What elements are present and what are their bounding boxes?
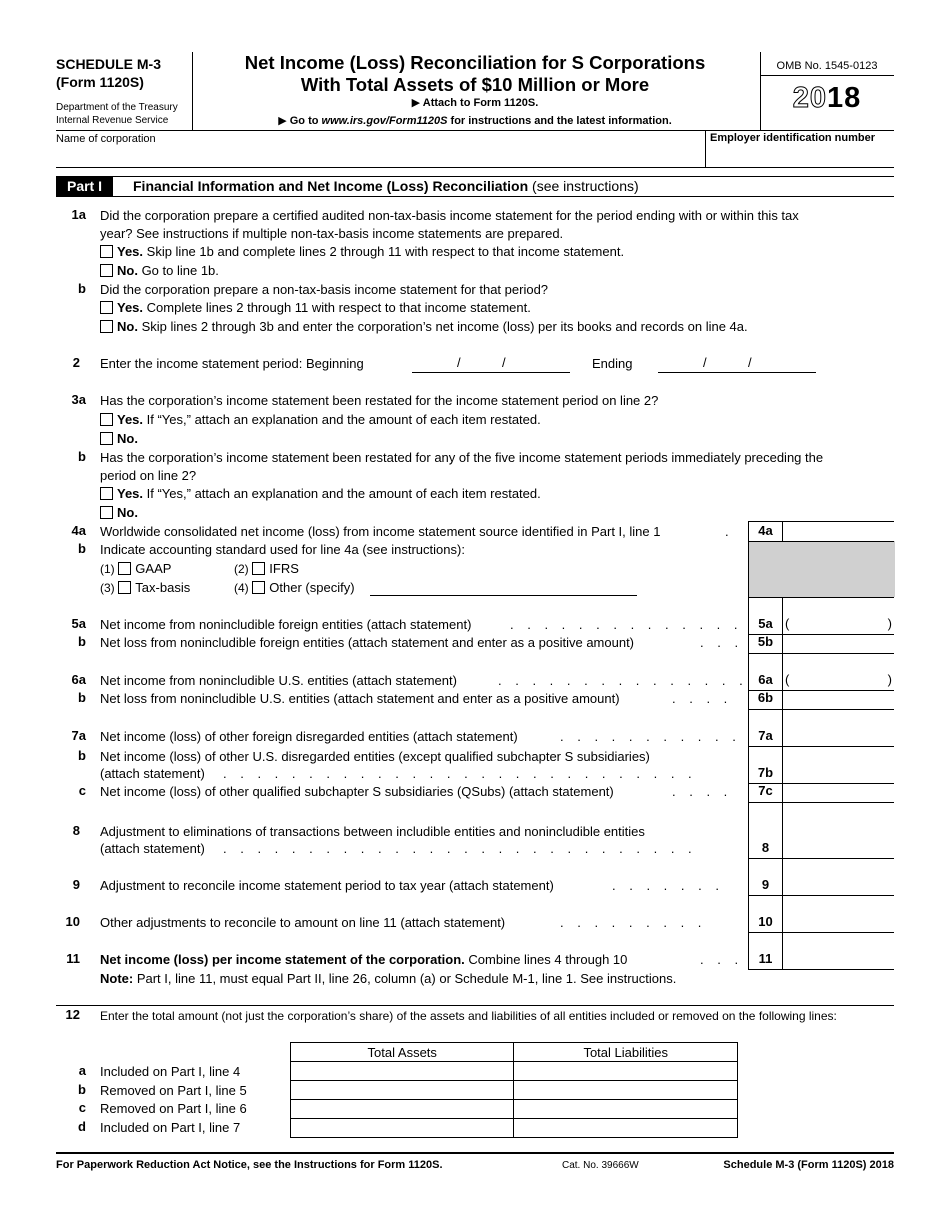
line-1a-yes[interactable]: Yes. Skip line 1b and complete lines 2 through 11 with respect to that income statement.: [100, 243, 624, 261]
line-3b-no-checkbox[interactable]: [100, 506, 113, 519]
line-6b-text: Net loss from nonincludible U.S. entities (attach statement and enter as a positive amount) . . . .: [100, 691, 733, 706]
line-7b-box-label: 7b: [757, 765, 774, 780]
ein-label: Employer identification number: [710, 132, 876, 144]
line-1b-yes-checkbox[interactable]: [100, 301, 113, 314]
line-1a-no-checkbox[interactable]: [100, 264, 113, 277]
line-4b-tax-basis[interactable]: (3) Tax-basis: [100, 580, 191, 595]
line-12d-label: Included on Part I, line 7: [100, 1120, 241, 1135]
catalog-number: Cat. No. 39666W: [562, 1160, 639, 1171]
line-5b-box-label: 5b: [757, 634, 774, 649]
line-8-number: 8: [72, 823, 80, 838]
line-8-text-cont: (attach statement) . . . . . . . . . . . . . . . . . . . . . . . . . . . .: [100, 841, 697, 856]
line-8-box-label: 8: [761, 840, 770, 855]
line-12a-letter: a: [78, 1063, 86, 1078]
line-11-text: Net income (loss) per income statement of the corporation. Combine lines 4 through 10 . . .: [100, 952, 744, 967]
line-12d-assets[interactable]: [291, 1119, 514, 1138]
line-1a-no[interactable]: No. Go to line 1b.: [100, 262, 219, 280]
line-12b-letter: b: [78, 1082, 86, 1097]
line-12d-liabilities[interactable]: [514, 1119, 738, 1138]
line-5a-number: 5a: [71, 616, 86, 631]
line-3b-number: b: [78, 449, 86, 464]
line-7b-amount[interactable]: [783, 765, 894, 783]
line-7b-text-cont: (attach statement) . . . . . . . . . . . . . . . . . . . . . . . . . . . .: [100, 766, 697, 781]
line-7a-box-label: 7a: [758, 728, 773, 743]
line-4b-other-specify-field[interactable]: [370, 579, 637, 596]
line-3a-no-checkbox[interactable]: [100, 432, 113, 445]
line-9-number: 9: [72, 877, 80, 892]
line-10-number: 10: [65, 914, 80, 929]
line-1a-text: Did the corporation prepare a certified audited non-tax-basis income statement for the period ending with or within this tax: [100, 208, 799, 223]
line-1a-number: 1a: [71, 207, 86, 222]
paperwork-notice: For Paperwork Reduction Act Notice, see the Instructions for Form 1120S.: [56, 1159, 443, 1171]
line-12c-letter: c: [78, 1100, 86, 1115]
omb-number: OMB No. 1545-0123: [776, 60, 878, 72]
line-2-ending-label: Ending: [592, 356, 633, 371]
line-4a-amount[interactable]: [783, 522, 894, 541]
line-5b-text: Net loss from nonincludible foreign entities (attach statement and enter as a positive amount) . . .: [100, 635, 744, 650]
line-11-note: Note: Part I, line 11, must equal Part II, line 26, column (a) or Schedule M-1, line 1. See instructions.: [100, 971, 677, 986]
assets-liabilities-table: [290, 1042, 738, 1138]
line-7a-amount[interactable]: [783, 728, 894, 746]
line-6b-amount[interactable]: [783, 691, 894, 709]
line-12a-assets[interactable]: [291, 1062, 514, 1081]
line-6a-box-label: 6a: [758, 672, 773, 687]
line-10-amount[interactable]: [783, 914, 894, 932]
line-7c-number: c: [78, 783, 86, 798]
line-3b-text: Has the corporation’s income statement been restated for any of the five income statement periods immediately preceding the: [100, 450, 824, 465]
line-4b-number: b: [78, 541, 86, 556]
line-12a-label: Included on Part I, line 4: [100, 1064, 241, 1079]
line-1b-no[interactable]: No. Skip lines 2 through 3b and enter the corporation’s net income (loss) per its books and records on line 4a.: [100, 318, 748, 336]
line-5b-number: b: [78, 634, 86, 649]
line-12d-letter: d: [78, 1119, 86, 1134]
schedule-id: SCHEDULE M-3 (Form 1120S): [56, 56, 162, 90]
line-4b-gaap[interactable]: (1) GAAP: [100, 561, 172, 576]
line-6b-box-label: 6b: [757, 690, 774, 705]
footer-form-id: Schedule M-3 (Form 1120S) 2018: [723, 1159, 894, 1171]
department: Department of the Treasury Internal Revenue Service: [56, 102, 178, 126]
ifrs-checkbox[interactable]: [252, 562, 265, 575]
line-11-amount[interactable]: [783, 951, 894, 969]
line-8-text: Adjustment to eliminations of transactions between includible entities and nonincludible entities: [100, 824, 645, 839]
line-4a-text: Worldwide consolidated net income (loss) from income statement source identified in Part I, line 1 .: [100, 524, 729, 539]
corporation-name-label: Name of corporation: [56, 133, 156, 145]
line-6b-number: b: [78, 690, 86, 705]
goto-instruction: ▶ Go to www.irs.gov/Form1120S for instructions and the latest information.: [278, 115, 672, 127]
ein-field[interactable]: [706, 147, 894, 167]
line-9-text: Adjustment to reconcile income statement period to tax year (attach statement) . . . . . . .: [100, 878, 724, 893]
gaap-checkbox[interactable]: [118, 562, 131, 575]
line-7c-text: Net income (loss) of other qualified subchapter S subsidiaries (QSubs) (attach statement) . . . .: [100, 784, 733, 799]
line-1a-text-cont: year? See instructions if multiple non-tax-basis income statements are prepared.: [100, 226, 564, 241]
line-3a-number: 3a: [71, 392, 86, 407]
other-checkbox[interactable]: [252, 581, 265, 594]
line-1a-yes-checkbox[interactable]: [100, 245, 113, 258]
line-7b-text: Net income (loss) of other U.S. disregarded entities (except qualified subchapter S subsidiaries): [100, 749, 650, 764]
line-3a-no[interactable]: No.: [100, 430, 138, 448]
line-2-text: Enter the income statement period: Beginning: [100, 356, 364, 371]
line-7c-box-label: 7c: [758, 783, 773, 798]
line-12-text: Enter the total amount (not just the corporation’s share) of the assets and liabilities of all entities included or removed on the following lines:: [100, 1009, 837, 1023]
line-3a-text: Has the corporation’s income statement been restated for the income statement period on line 2?: [100, 393, 659, 408]
line-7b-number: b: [78, 748, 86, 763]
line-7a-text: Net income (loss) of other foreign disregarded entities (attach statement) . . . . . . . . . . .: [100, 729, 741, 744]
line-2-number: 2: [72, 355, 80, 370]
tax-year: 2018: [792, 82, 862, 114]
line-4b-ifrs[interactable]: (2) IFRS: [234, 561, 299, 576]
line-4b-text: Indicate accounting standard used for line 4a (see instructions):: [100, 542, 465, 557]
line-5a-amount[interactable]: ( ): [785, 616, 892, 631]
line-5a-box-label: 5a: [758, 616, 773, 631]
line-12b-assets[interactable]: [291, 1081, 514, 1100]
line-9-amount[interactable]: [783, 877, 894, 895]
line-6a-number: 6a: [71, 672, 86, 687]
tax-basis-checkbox[interactable]: [118, 581, 131, 594]
line-5b-amount[interactable]: [783, 635, 894, 653]
line-4b-shaded-area: [749, 541, 895, 597]
part1-tag: Part I: [56, 177, 113, 196]
line-12a-liabilities[interactable]: [514, 1062, 738, 1081]
line-1b-text: Did the corporation prepare a non-tax-basis income statement for that period?: [100, 282, 549, 297]
line-10-box-label: 10: [758, 914, 773, 929]
line-1b-yes[interactable]: Yes. Complete lines 2 through 11 with respect to that income statement.: [100, 299, 531, 317]
line-7c-amount[interactable]: [783, 784, 894, 802]
line-1b-number: b: [78, 281, 86, 296]
line-3a-yes[interactable]: Yes. If “Yes,” attach an explanation and the amount of each item restated.: [100, 411, 541, 429]
line-3b-yes[interactable]: Yes. If “Yes,” attach an explanation and the amount of each item restated.: [100, 485, 541, 503]
line-12c-assets[interactable]: [291, 1100, 514, 1119]
line-12c-liabilities[interactable]: [514, 1100, 738, 1119]
attach-instruction: ▶ Attach to Form 1120S.: [411, 97, 539, 109]
line-7a-number: 7a: [71, 728, 86, 743]
line-3b-text-cont: period on line 2?: [100, 468, 197, 483]
corporation-name-field[interactable]: [56, 147, 704, 167]
line-12-number: 12: [65, 1007, 80, 1022]
line-6a-text: Net income from nonincludible U.S. entities (attach statement) . . . . . . . . . . . . . . .: [100, 673, 748, 688]
line-12b-label: Removed on Part I, line 5: [100, 1083, 247, 1098]
line-4a-box-label: 4a: [758, 523, 773, 538]
line-5a-text: Net income from nonincludible foreign entities (attach statement) . . . . . . . . . . . . . .: [100, 617, 743, 632]
line-1b-no-checkbox[interactable]: [100, 320, 113, 333]
line-3b-no[interactable]: No.: [100, 504, 138, 522]
line-10-text: Other adjustments to reconcile to amount on line 11 (attach statement) . . . . . . . . .: [100, 915, 707, 930]
line-12c-label: Removed on Part I, line 6: [100, 1101, 247, 1116]
part1-title: Financial Information and Net Income (Loss) Reconciliation (see instructions): [133, 178, 639, 194]
line-11-box-label: 11: [758, 951, 773, 966]
line-11-number: 11: [66, 951, 80, 966]
total-liabilities-header: Total Liabilities: [514, 1043, 738, 1062]
line-4b-other[interactable]: (4) Other (specify): [234, 580, 355, 595]
line-2-beginning-date[interactable]: / /: [412, 355, 570, 373]
irs-url-link[interactable]: www.irs.gov/Form1120S: [321, 115, 448, 127]
line-2-ending-date[interactable]: / /: [658, 355, 816, 373]
line-6a-amount[interactable]: ( ): [785, 672, 892, 687]
line-3b-yes-checkbox[interactable]: [100, 487, 113, 500]
line-12b-liabilities[interactable]: [514, 1081, 738, 1100]
line-3a-yes-checkbox[interactable]: [100, 413, 113, 426]
line-9-box-label: 9: [761, 877, 770, 892]
total-assets-header: Total Assets: [291, 1043, 514, 1062]
line-8-amount[interactable]: [783, 840, 894, 858]
form-title: Net Income (Loss) Reconciliation for S Corporations With Total Assets of $10 Million or More: [244, 52, 706, 95]
line-4a-number: 4a: [71, 523, 86, 538]
